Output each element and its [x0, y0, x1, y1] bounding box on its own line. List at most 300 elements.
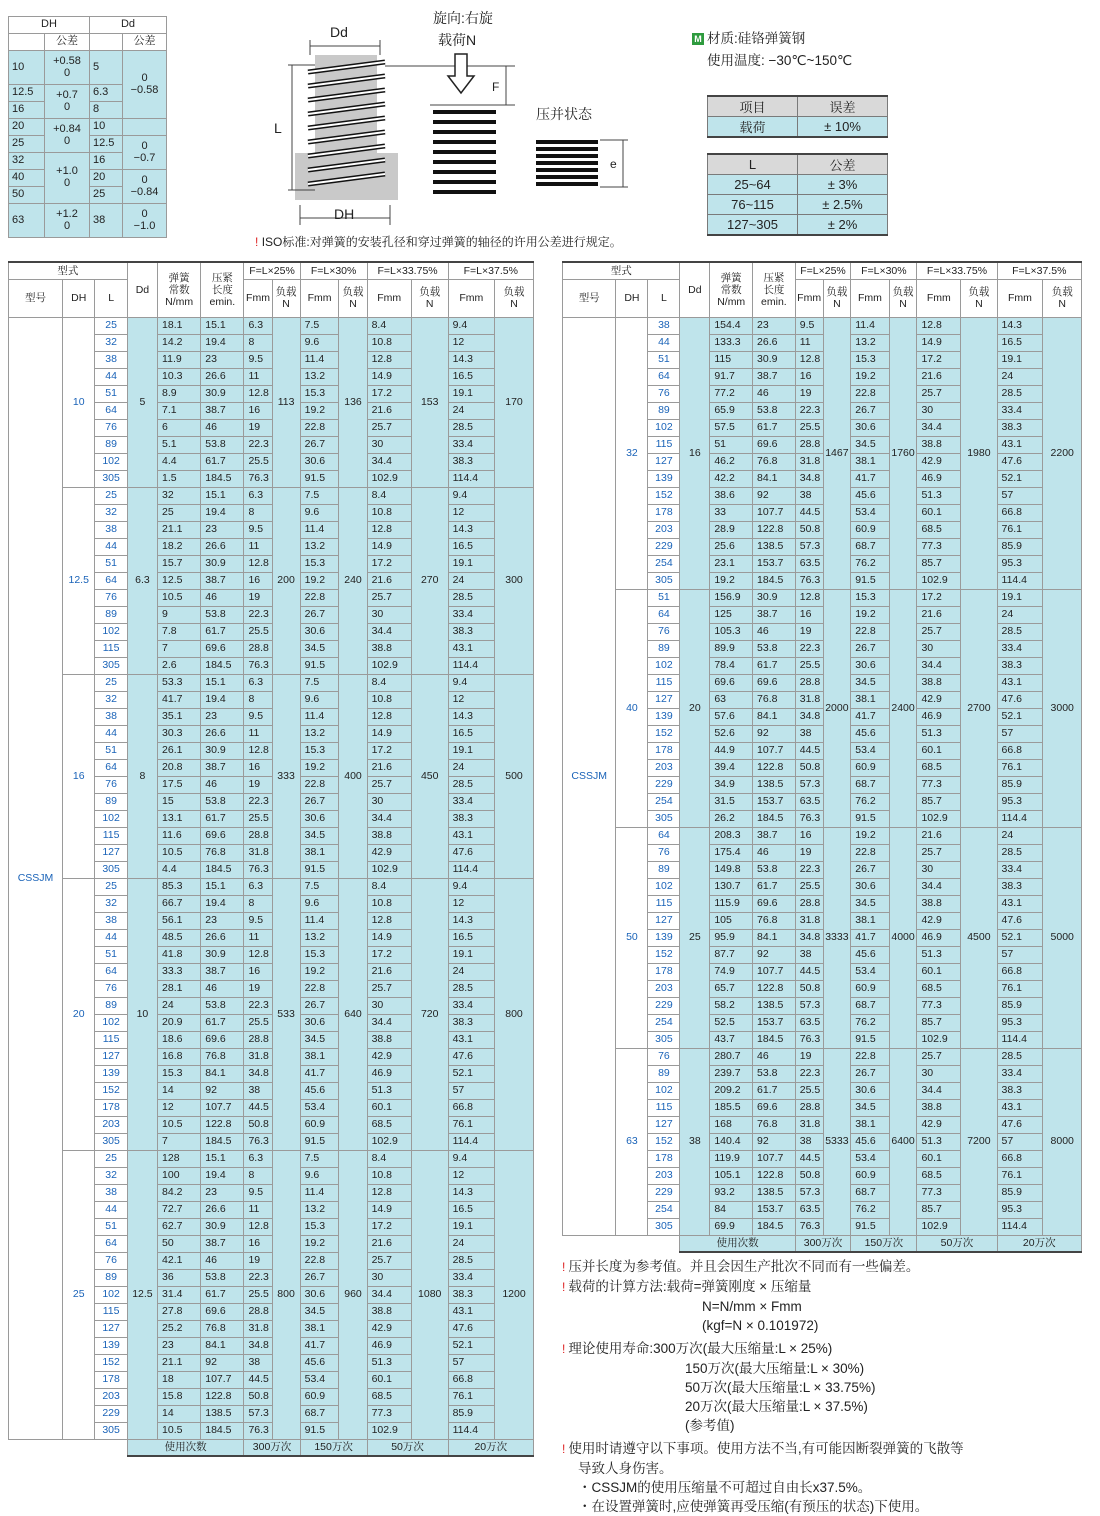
- header-f25: F=L×25%: [244, 262, 300, 279]
- l-cell: 127: [95, 1320, 127, 1337]
- l-cell: 76: [95, 1252, 127, 1269]
- l-cell: 76: [648, 385, 680, 402]
- table-row: 76 77.2 46 19 22.8 25.7 28.5: [563, 385, 1082, 402]
- table-row: 203 39.4 122.8 50.8 60.9 68.5 76.1: [563, 759, 1082, 776]
- l-cell: 44: [95, 1201, 127, 1218]
- dh-cell: 16: [63, 674, 95, 878]
- table-row: 44 18.2 26.6 11 13.2 14.9 16.5: [9, 538, 534, 555]
- l-cell: 229: [648, 776, 680, 793]
- table-row: 76 17.5 46 19 22.8 25.7 28.5: [9, 776, 534, 793]
- dh-cell: 63: [616, 1048, 648, 1235]
- tol-header-tol2: 公差: [123, 34, 167, 51]
- l-cell: 44: [95, 368, 127, 385]
- table-row: 178 33 107.7 44.5 53.4 60.1 66.8: [563, 504, 1082, 521]
- length-tolerance-table: L 公差 25~64 ± 3% 76~115 ± 2.5% 127~305 ± 2%: [707, 153, 888, 236]
- l-cell: 76: [648, 623, 680, 640]
- l-cell: 305: [648, 810, 680, 827]
- footer-uses: 使用次数: [127, 1439, 244, 1456]
- l-cell: 152: [648, 946, 680, 963]
- header-l: L: [95, 279, 127, 317]
- l-cell: 38: [648, 317, 680, 334]
- table-row: 203 65.7 122.8 50.8 60.9 68.5 76.1: [563, 980, 1082, 997]
- table-row: 305 69.9 184.5 76.3 91.5 102.9 114.4: [563, 1218, 1082, 1235]
- l-cell: 102: [95, 453, 127, 470]
- l-cell: 64: [95, 402, 127, 419]
- e-label: e: [610, 157, 617, 171]
- dh-cell: 32: [616, 317, 648, 589]
- solid-spring: [536, 142, 598, 184]
- table-row: 203 28.9 122.8 50.8 60.9 68.5 76.1: [563, 521, 1082, 538]
- table-row: 115 185.5 69.6 28.8 34.5 38.8 43.1: [563, 1099, 1082, 1116]
- l-cell: 229: [648, 1184, 680, 1201]
- header-f375: F=L×37.5%: [448, 262, 533, 279]
- l-cell: 38: [95, 912, 127, 929]
- table-row: 102 130.7 61.7 25.5 30.6 34.4 38.3: [563, 878, 1082, 895]
- table-row: 64 7.1 38.7 16 19.2 21.6 24: [9, 402, 534, 419]
- material-icon: M: [692, 33, 704, 45]
- l-cell: 139: [95, 1337, 127, 1354]
- l-cell: 89: [95, 436, 127, 453]
- table-row: 25 25 12.5 128 15.1 6.3 800 7.5 960 8.4 1080 9.4 1200: [9, 1150, 534, 1167]
- table-row: 139 15.3 84.1 34.8 41.7 46.9 52.1: [9, 1065, 534, 1082]
- l-cell: 64: [648, 827, 680, 844]
- table-row: 152 87.7 92 38 45.6 51.3 57: [563, 946, 1082, 963]
- l-cell: 51: [95, 385, 127, 402]
- table-row: 152 21.1 92 38 45.6 51.3 57: [9, 1354, 534, 1371]
- dh-cell: 12.5: [63, 487, 95, 674]
- l-cell: 76: [95, 980, 127, 997]
- tolerance-table: DH Dd 公差 公差 10 +0.58 0 5 0 −0.58 12.5 +0.7 0 6.3 16 8 20 +0.84 0 10 25 12.5 0 −0.7 32 +1.0 0 16 40 20 0 −0.84 50 25 63 +1.2 0 38 0 −1.0: [8, 16, 167, 238]
- table-row: 305 4.4 184.5 76.3 91.5 102.9 114.4: [9, 861, 534, 878]
- l-cell: 32: [95, 691, 127, 708]
- load-arrow: [448, 54, 474, 93]
- l-cell: 64: [95, 759, 127, 776]
- l-cell: 51: [648, 589, 680, 606]
- l-cell: 102: [648, 1082, 680, 1099]
- table-row: 44 48.5 26.6 11 13.2 14.9 16.5: [9, 929, 534, 946]
- table-row: 254 84 153.7 63.5 76.2 85.7 95.3: [563, 1201, 1082, 1218]
- table-row: 102 57.5 61.7 25.5 30.6 34.4 38.3: [563, 419, 1082, 436]
- table-row: 89 9 53.8 22.3 26.7 30 33.4: [9, 606, 534, 623]
- header-l: L: [648, 279, 680, 317]
- l-cell: 229: [648, 997, 680, 1014]
- table-row: 89 65.9 53.8 22.3 26.7 30 33.4: [563, 402, 1082, 419]
- l-cell: 178: [95, 1371, 127, 1388]
- note-2: ! 载荷的计算方法:载荷=弹簧刚度 × 压缩量: [562, 1279, 812, 1294]
- table-row: 64 33.3 38.7 16 19.2 21.6 24: [9, 963, 534, 980]
- header-dh: DH: [63, 279, 95, 317]
- l-cell: 254: [648, 1014, 680, 1031]
- l-cell: 25: [95, 487, 127, 504]
- dd-label: Dd: [330, 24, 348, 40]
- table-row: 51 26.1 30.9 12.8 15.3 17.2 19.1: [9, 742, 534, 759]
- header-f3375: F=L×33.75%: [917, 262, 997, 279]
- table-row: 64 20.8 38.7 16 19.2 21.6 24: [9, 759, 534, 776]
- table-row: 102 20.9 61.7 25.5 30.6 34.4 38.3: [9, 1014, 534, 1031]
- table-row: 102 13.1 61.7 25.5 30.6 34.4 38.3: [9, 810, 534, 827]
- model-cell: CSSJM: [9, 317, 63, 1439]
- table-row: 51 8.9 30.9 12.8 15.3 17.2 19.1: [9, 385, 534, 402]
- table-row: 12.5 25 6.3 32 15.1 6.3 200 7.5 240 8.4 270 9.4 300: [9, 487, 534, 504]
- table-row: 254 23.1 153.7 63.5 76.2 85.7 95.3: [563, 555, 1082, 572]
- table-row: 152 52.6 92 38 45.6 51.3 57: [563, 725, 1082, 742]
- table-row: 102 31.4 61.7 25.5 30.6 34.4 38.3: [9, 1286, 534, 1303]
- l-cell: 89: [95, 997, 127, 1014]
- l-cell: 305: [95, 861, 127, 878]
- l-cell: 139: [648, 470, 680, 487]
- l-cell: 89: [95, 606, 127, 623]
- spec-table-left: 型式 Dd 弹簧 常数 N/mm 压紧 长度 emin. F=L×25% F=L×30% F=L×33.75% F=L×37.5% 型号 DH L Fmm 负载 N Fmm 负载 N Fmm 负载 N Fmm 负载 N CSSJM 10 25 5 18.1 15.1 6.3 113 7.5 136 8.4 153 9.4 170 32 14.2 19.4 8 9.6 10.8 12 38 11.9 23 9.5 11.4 12.8 14.3 44 10.3 26.6 11 13.2 14.9 16.5 51 8.9 30.9 12.8 15.3 17.2 19.1 64 7.1 38.7 16 19.2 21.6 24 76 6 46 19 22.8 25.7 28.5 89 5.1 53.8 22.3 26.7 30 33.4 102 4.4 61.7 25.5 30.6 34.4 38.3 305 1.5 184.5 76.3 91.5 102.9 114.4 12.5 25 6.3 32 15.1 6.3 200 7.5 240 8.4 270 9.4 300 32 25 19.4 8 9.6 10.8 12 38 21.1 23 9.5 11.4 12.8 14.3 44 18.2 26.6 11 13.2 14.9 16.5 51 15.7 30.9 12.8 15.3 17.2 19.1 64 12.5 38.7 16 19.2 21.6 24 76 10.5 46 19 22.8 25.7 28.5 89 9 53.8 22.3 26.7 30 33.4 102 7.8 61.7 25.5 30.6 34.4 38.3 115 7 69.6 28.8 34.5 38.8 43.1 305 2.6 184.5 76.3 91.5 102.9 114.4 16 25 8 53.3 15.1 6.3 333 7.5 400 8.4 450 9.4 500 32 41.7 19.4 8 9.6 10.8 12 38 35.1 23 9.5 11.4 12.8 14.3 44 30.3 26.6 11 13.2 14.9 16.5 51 26.1 30.9 12.8 15.3 17.2 19.1 64 20.8 38.7 16 19.2 21.6 24 76 17.5 46 19 22.8 25.7 28.5 89 15 53.8 22.3 26.7 30 33.4 102 13.1 61.7 25.5 30.6 34.4 38.3 115 11.6 69.6 28.8 34.5 38.8 43.1 127 10.5 76.8 31.8 38.1 42.9 47.6 305 4.4 184.5 76.3 91.5 102.9 114.4 20 25 10 85.3 15.1 6.3 533 7.5 640 8.4 720 9.4 800 32 66.7 19.4 8 9.6 10.8 12 38 56.1 23 9.5 11.4 12.8 14.3 44 48.5 26.6 11 13.2 14.9 16.5 51 41.8 30.9 12.8 15.3 17.2 19.1 64 33.3 38.7 16 19.2 21.6 24 76 28.1 46 19 22.8 25.7 28.5 89 24 53.8 22.3 26.7 30 33.4 102 20.9 61.7 25.5 30.6 34.4 38.3 115 18.6 69.6 28.8 34.5 38.8 43.1 127 16.8 76.8 31.8 38.1 42.9 47.6 139 15.3 84.1 34.8 41.7 46.9 52.1 152 14 92 38 45.6 51.3 57 178 12 107.7 44.5 53.4 60.1 66.8 203 10.5 122.8 50.8 60.9 68.5 76.1 305 7 184.5 76.3 91.5 102.9 114.4 25 25 12.5 128 15.1 6.3 800 7.5 960 8.4 1080 9.4 1200 32 100 19.4 8 9.6 10.8 12 38 84.2 23 9.5 11.4 12.8 14.3 44 72.7 26.6 11 13.2 14.9 16.5 51 62.7 30.9 12.8 15.3 17.2 19.1 64 50 38.7 16 19.2 21.6 24 76 42.1 46 19 22.8 25.7 28.5 89 36 53.8 22.3 26.7 30 33.4 102 31.4 61.7 25.5 30.6 34.4 38.3 115 27.8 69.6 28.8 34.5 38.8 43.1 127 25.2 76.8 31.8 38.1 42.9 47.6 139 23 84.1 34.8 41.7 46.9 52.1 152 21.1 92 38 45.6 51.3 57 178 18 107.7 44.5 53.4 60.1 66.8 203 15.8 122.8 50.8 60.9 68.5 76.1 229 14 138.5 57.3 68.7 77.3 85.9 305 10.5 184.5 76.3 91.5 102.9 114.4 使用次数 300万次 150万次 50万次 20万次: [8, 261, 534, 1457]
- notes-section: ! 压并长度为参考值。并且会因生产批次不同而有一些偏差。 ! 载荷的计算方法:载荷=弹簧刚度 × 压缩量 N=N/mm × Fmm (kgf=N × 0.101972) ! 理论使用寿命:300万次(最大压缩量:L × 25%) 150万次(最大压缩量:L × 30%) 50万次(最大压缩量:L × 33.75%) 20万次(最大压缩量:L × 37.5%) (参考值) ! 使用时请遵守以下事项。使用方法不当,有可能因断裂弹簧的飞散等 导致人身伤害。 ・CSSJM的使用压缩量不可超过自由长x37.5%。 ・在设置弹簧时,应使弹簧再受压缩(有预压的状态)下使用。: [562, 1259, 964, 1514]
- footer-uses: 使用次数: [680, 1235, 795, 1252]
- table-row: 32 25 19.4 8 9.6 10.8 12: [9, 504, 534, 521]
- l-cell: 51: [95, 1218, 127, 1235]
- table-row: 139 95.9 84.1 34.8 41.7 46.9 52.1: [563, 929, 1082, 946]
- note-4: ! 使用时请遵守以下事项。使用方法不当,有可能因断裂弹簧的飞散等: [562, 1441, 964, 1456]
- table-row: 64 91.7 38.7 16 19.2 21.6 24: [563, 368, 1082, 385]
- material-text: 材质:硅铬弹簧钢: [707, 31, 806, 46]
- l-cell: 127: [648, 912, 680, 929]
- solid-state-label: 压并状态: [536, 106, 592, 122]
- l-cell: 76: [95, 419, 127, 436]
- table-row: 305 7 184.5 76.3 91.5 102.9 114.4: [9, 1133, 534, 1150]
- table-row: 32 14.2 19.4 8 9.6 10.8 12: [9, 334, 534, 351]
- spring-diagram: [270, 0, 690, 250]
- l-cell: 38: [95, 521, 127, 538]
- dd-cell: 5: [127, 317, 157, 487]
- table-row: 127 46.2 76.8 31.8 38.1 42.9 47.6: [563, 453, 1082, 470]
- l-cell: 115: [648, 1099, 680, 1116]
- table-row: 89 36 53.8 22.3 26.7 30 33.4: [9, 1269, 534, 1286]
- table-row: 115 7 69.6 28.8 34.5 38.8 43.1: [9, 640, 534, 657]
- table-row: 76 28.1 46 19 22.8 25.7 28.5: [9, 980, 534, 997]
- table-row: 89 149.8 53.8 22.3 26.7 30 33.4: [563, 861, 1082, 878]
- table-row: 32 41.7 19.4 8 9.6 10.8 12: [9, 691, 534, 708]
- l-cell: 25: [95, 878, 127, 895]
- table-row: 254 52.5 153.7 63.5 76.2 85.7 95.3: [563, 1014, 1082, 1031]
- header-spring-constant: 弹簧 常数 N/mm: [710, 262, 753, 317]
- l-cell: 32: [95, 334, 127, 351]
- table-row: 76 6 46 19 22.8 25.7 28.5: [9, 419, 534, 436]
- f-label: F: [492, 80, 500, 94]
- l-cell: 178: [648, 742, 680, 759]
- l-cell: 89: [648, 640, 680, 657]
- table-row: CSSJM 32 38 16 154.4 23 9.5 1467 11.4 1760 12.8 1980 14.3 2200: [563, 317, 1082, 334]
- dd-cell: 12.5: [127, 1150, 157, 1439]
- l-cell: 203: [95, 1116, 127, 1133]
- l-cell: 305: [95, 470, 127, 487]
- table-row: 38 56.1 23 9.5 11.4 12.8 14.3: [9, 912, 534, 929]
- table-row: 229 34.9 138.5 57.3 68.7 77.3 85.9: [563, 776, 1082, 793]
- l-cell: 127: [648, 1116, 680, 1133]
- table-row: 51 115 30.9 12.8 15.3 17.2 19.1: [563, 351, 1082, 368]
- l-cell: 102: [648, 657, 680, 674]
- table-row: 127 10.5 76.8 31.8 38.1 42.9 47.6: [9, 844, 534, 861]
- dd-cell: 20: [680, 589, 710, 827]
- l-cell: 44: [95, 929, 127, 946]
- table-row: 38 84.2 23 9.5 11.4 12.8 14.3: [9, 1184, 534, 1201]
- table-row: 305 1.5 184.5 76.3 91.5 102.9 114.4: [9, 470, 534, 487]
- l-cell: 115: [95, 640, 127, 657]
- table-row: 139 42.2 84.1 34.8 41.7 46.9 52.1: [563, 470, 1082, 487]
- l-cell: 203: [648, 1167, 680, 1184]
- table-row: 40 51 20 156.9 30.9 12.8 2000 15.3 2400 17.2 2700 19.1 3000: [563, 589, 1082, 606]
- l-cell: 152: [648, 725, 680, 742]
- l-cell: 76: [648, 1048, 680, 1065]
- l-cell: 89: [95, 1269, 127, 1286]
- table-row: 305 10.5 184.5 76.3 91.5 102.9 114.4: [9, 1422, 534, 1439]
- l-cell: 178: [648, 963, 680, 980]
- table-row: 102 78.4 61.7 25.5 30.6 34.4 38.3: [563, 657, 1082, 674]
- table-row: 32 66.7 19.4 8 9.6 10.8 12: [9, 895, 534, 912]
- table-row: 89 89.9 53.8 22.3 26.7 30 33.4: [563, 640, 1082, 657]
- table-row: 178 44.9 107.7 44.5 53.4 60.1 66.8: [563, 742, 1082, 759]
- header-type: 型式: [9, 262, 128, 279]
- note-1: ! 压并长度为参考值。并且会因生产批次不同而有一些偏差。: [562, 1259, 920, 1274]
- table-row: 127 168 76.8 31.8 38.1 42.9 47.6: [563, 1116, 1082, 1133]
- table-row: 89 5.1 53.8 22.3 26.7 30 33.4: [9, 436, 534, 453]
- iso-note: ! ISO标准:对弹簧的安装孔径和穿过弹簧的轴径的许用公差进行规定。: [255, 235, 622, 249]
- l-cell: 305: [95, 657, 127, 674]
- table-row: 229 93.2 138.5 57.3 68.7 77.3 85.9: [563, 1184, 1082, 1201]
- table-row: 16 25 8 53.3 15.1 6.3 333 7.5 400 8.4 450 9.4 500: [9, 674, 534, 691]
- table-row: 51 15.7 30.9 12.8 15.3 17.2 19.1: [9, 555, 534, 572]
- table-row: 127 25.2 76.8 31.8 38.1 42.9 47.6: [9, 1320, 534, 1337]
- table-row: 38 21.1 23 9.5 11.4 12.8 14.3: [9, 521, 534, 538]
- header-spring-constant: 弹簧 常数 N/mm: [158, 262, 201, 317]
- table-row: 102 209.2 61.7 25.5 30.6 34.4 38.3: [563, 1082, 1082, 1099]
- dh-label: DH: [334, 206, 355, 222]
- table-row: 50 64 25 208.3 38.7 16 3333 19.2 4000 21.6 4500 24 5000: [563, 827, 1082, 844]
- l-label: L: [274, 120, 282, 136]
- dh-cell: 10: [63, 317, 95, 487]
- table-row: 115 18.6 69.6 28.8 34.5 38.8 43.1: [9, 1031, 534, 1048]
- l-cell: 254: [648, 1201, 680, 1218]
- table-row: 32 100 19.4 8 9.6 10.8 12: [9, 1167, 534, 1184]
- l-cell: 152: [648, 487, 680, 504]
- header-model: 型号: [9, 279, 63, 317]
- table-row: 89 24 53.8 22.3 26.7 30 33.4: [9, 997, 534, 1014]
- l-cell: 254: [648, 555, 680, 572]
- table-row: 305 2.6 184.5 76.3 91.5 102.9 114.4: [9, 657, 534, 674]
- note-3: ! 理论使用寿命:300万次(最大压缩量:L × 25%): [562, 1341, 833, 1356]
- table-row: 305 19.2 184.5 76.3 91.5 102.9 114.4: [563, 572, 1082, 589]
- table-row: 203 15.8 122.8 50.8 60.9 68.5 76.1: [9, 1388, 534, 1405]
- dd-cell: 6.3: [127, 487, 157, 674]
- table-row: 20 25 10 85.3 15.1 6.3 533 7.5 640 8.4 720 9.4 800: [9, 878, 534, 895]
- l-cell: 76: [95, 776, 127, 793]
- l-cell: 152: [95, 1354, 127, 1371]
- table-row: 44 72.7 26.6 11 13.2 14.9 16.5: [9, 1201, 534, 1218]
- l-cell: 102: [95, 1014, 127, 1031]
- table-row: 305 26.2 184.5 76.3 91.5 102.9 114.4: [563, 810, 1082, 827]
- dh-cell: 40: [616, 589, 648, 827]
- table-row: 76 10.5 46 19 22.8 25.7 28.5: [9, 589, 534, 606]
- table-row: 254 31.5 153.7 63.5 76.2 85.7 95.3: [563, 793, 1082, 810]
- header-f30: F=L×30%: [300, 262, 367, 279]
- header-solid-length: 压紧 长度 emin.: [201, 262, 244, 317]
- tol-header-tol1: 公差: [45, 34, 90, 51]
- l-cell: 203: [95, 1388, 127, 1405]
- spec-table-right: 型式 Dd 弹簧 常数 N/mm 压紧 长度 emin. F=L×25% F=L×30% F=L×33.75% F=L×37.5% 型号 DH L Fmm 负载 N Fmm 负载 N Fmm 负载 N Fmm 负载 N CSSJM 32 38 16 154.4 23 9.5 1467 11.4 1760 12.8 1980 14.3 2200 44 133.3 26.6 11 13.2 14.9 16.5 51 115 30.9 12.8 15.3 17.2 19.1 64 91.7 38.7 16 19.2 21.6 24 76 77.2 46 19 22.8 25.7 28.5 89 65.9 53.8 22.3 26.7 30 33.4 102 57.5 61.7 25.5 30.6 34.4 38.3 115 51 69.6 28.8 34.5 38.8 43.1 127 46.2 76.8 31.8 38.1 42.9 47.6 139 42.2 84.1 34.8 41.7 46.9 52.1 152 38.6 92 38 45.6 51.3 57 178 33 107.7 44.5 53.4 60.1 66.8 203 28.9 122.8 50.8 60.9 68.5 76.1 229 25.6 138.5 57.3 68.7 77.3 85.9 254 23.1 153.7 63.5 76.2 85.7 95.3 305 19.2 184.5 76.3 91.5 102.9 114.4 40 51 20 156.9 30.9 12.8 2000 15.3 2400 17.2 2700 19.1 3000 64 125 38.7 16 19.2 21.6 24 76 105.3 46 19 22.8 25.7 28.5 89 89.9 53.8 22.3 26.7 30 33.4 102 78.4 61.7 25.5 30.6 34.4 38.3 115 69.6 69.6 28.8 34.5 38.8 43.1 127 63 76.8 31.8 38.1 42.9 47.6 139 57.6 84.1 34.8 41.7 46.9 52.1 152 52.6 92 38 45.6 51.3 57 178 44.9 107.7 44.5 53.4 60.1 66.8 203 39.4 122.8 50.8 60.9 68.5 76.1 229 34.9 138.5 57.3 68.7 77.3 85.9 254 31.5 153.7 63.5 76.2 85.7 95.3 305 26.2 184.5 76.3 91.5 102.9 114.4 50 64 25 208.3 38.7 16 3333 19.2 4000 21.6 4500 24 5000 76 175.4 46 19 22.8 25.7 28.5 89 149.8 53.8 22.3 26.7 30 33.4 102 130.7 61.7 25.5 30.6 34.4 38.3 115 115.9 69.6 28.8 34.5 38.8 43.1 127 105 76.8 31.8 38.1 42.9 47.6 139 95.9 84.1 34.8 41.7 46.9 52.1 152 87.7 92 38 45.6 51.3 57 178 74.9 107.7 44.5 53.4 60.1 66.8 203 65.7 122.8 50.8 60.9 68.5 76.1 229 58.2 138.5 57.3 68.7 77.3 85.9 254 52.5 153.7 63.5 76.2 85.7 95.3 305 43.7 184.5 76.3 91.5 102.9 114.4 63 76 38 280.7 46 19 5333 22.8 6400 25.7 7200 28.5 8000 89 239.7 53.8 22.3 26.7 30 33.4 102 209.2 61.7 25.5 30.6 34.4 38.3 115 185.5 69.6 28.8 34.5 38.8 43.1 127 168 76.8 31.8 38.1 42.9 47.6 152 140.4 92 38 45.6 51.3 57 178 119.9 107.7 44.5 53.4 60.1 66.8 203 105.1 122.8 50.8 60.9 68.5 76.1 229 93.2 138.5 57.3 68.7 77.3 85.9 254 84 153.7 63.5 76.2 85.7 95.3 305 69.9 184.5 76.3 91.5 102.9 114.4 使用次数 300万次 150万次 50万次 20万次: [562, 261, 1082, 1253]
- dd-cell: 25: [680, 827, 710, 1048]
- table-row: CSSJM 10 25 5 18.1 15.1 6.3 113 7.5 136 8.4 153 9.4 170: [9, 317, 534, 334]
- l-cell: 152: [648, 1133, 680, 1150]
- l-cell: 139: [648, 929, 680, 946]
- table-row: 152 14 92 38 45.6 51.3 57: [9, 1082, 534, 1099]
- l-cell: 178: [648, 1150, 680, 1167]
- l-cell: 32: [95, 1167, 127, 1184]
- table-row: 229 14 138.5 57.3 68.7 77.3 85.9: [9, 1405, 534, 1422]
- l-cell: 139: [648, 708, 680, 725]
- l-cell: 76: [95, 589, 127, 606]
- table-row: 64 50 38.7 16 19.2 21.6 24: [9, 1235, 534, 1252]
- table-row: 229 58.2 138.5 57.3 68.7 77.3 85.9: [563, 997, 1082, 1014]
- info-icon: !: [255, 235, 259, 249]
- table-row: 76 175.4 46 19 22.8 25.7 28.5: [563, 844, 1082, 861]
- l-cell: 127: [95, 844, 127, 861]
- l-cell: 102: [95, 1286, 127, 1303]
- l-cell: 115: [648, 436, 680, 453]
- table-row: 102 7.8 61.7 25.5 30.6 34.4 38.3: [9, 623, 534, 640]
- table-row: 38 11.9 23 9.5 11.4 12.8 14.3: [9, 351, 534, 368]
- dd-cell: 8: [127, 674, 157, 878]
- l-cell: 305: [95, 1133, 127, 1150]
- l-cell: 25: [95, 317, 127, 334]
- table-row: 102 4.4 61.7 25.5 30.6 34.4 38.3: [9, 453, 534, 470]
- l-cell: 178: [95, 1099, 127, 1116]
- dd-cell: 16: [680, 317, 710, 589]
- l-cell: 102: [95, 810, 127, 827]
- table-row: 44 133.3 26.6 11 13.2 14.9 16.5: [563, 334, 1082, 351]
- l-cell: 89: [95, 793, 127, 810]
- table-row: 64 125 38.7 16 19.2 21.6 24: [563, 606, 1082, 623]
- table-row: 89 15 53.8 22.3 26.7 30 33.4: [9, 793, 534, 810]
- l-cell: 115: [95, 1031, 127, 1048]
- dh-cell: 25: [63, 1150, 95, 1439]
- table-row: 178 119.9 107.7 44.5 53.4 60.1 66.8: [563, 1150, 1082, 1167]
- header-dd: Dd: [127, 262, 157, 317]
- header-dh: DH: [616, 279, 648, 317]
- l-cell: 139: [95, 1065, 127, 1082]
- table-row: 229 25.6 138.5 57.3 68.7 77.3 85.9: [563, 538, 1082, 555]
- l-cell: 44: [95, 725, 127, 742]
- l-cell: 305: [648, 1031, 680, 1048]
- table-row: 38 35.1 23 9.5 11.4 12.8 14.3: [9, 708, 534, 725]
- l-cell: 89: [648, 1065, 680, 1082]
- compressed-spring: [433, 112, 496, 192]
- load-tolerance-table: 项目 误差 载荷 ± 10%: [707, 95, 888, 138]
- header-f3375: F=L×33.75%: [367, 262, 448, 279]
- l-cell: 115: [648, 674, 680, 691]
- l-cell: 89: [648, 861, 680, 878]
- header-dd: Dd: [680, 262, 710, 317]
- table-row: 63 76 38 280.7 46 19 5333 22.8 6400 25.7 7200 28.5 8000: [563, 1048, 1082, 1065]
- table-row: 115 115.9 69.6 28.8 34.5 38.8 43.1: [563, 895, 1082, 912]
- l-cell: 178: [648, 504, 680, 521]
- l-cell: 305: [648, 1218, 680, 1235]
- table-row: 152 38.6 92 38 45.6 51.3 57: [563, 487, 1082, 504]
- table-row: 203 105.1 122.8 50.8 60.9 68.5 76.1: [563, 1167, 1082, 1184]
- l-cell: 32: [95, 895, 127, 912]
- l-cell: 102: [648, 878, 680, 895]
- l-cell: 305: [648, 572, 680, 589]
- l-cell: 51: [95, 946, 127, 963]
- dh-cell: 20: [63, 878, 95, 1150]
- l-cell: 305: [95, 1422, 127, 1439]
- tol-header-dd: Dd: [90, 17, 167, 34]
- table-row: 178 12 107.7 44.5 53.4 60.1 66.8: [9, 1099, 534, 1116]
- header-f25: F=L×25%: [795, 262, 851, 279]
- header-f375: F=L×37.5%: [997, 262, 1081, 279]
- l-cell: 254: [648, 793, 680, 810]
- l-cell: 25: [95, 1150, 127, 1167]
- l-cell: 51: [95, 555, 127, 572]
- l-cell: 89: [648, 402, 680, 419]
- table-row: 64 12.5 38.7 16 19.2 21.6 24: [9, 572, 534, 589]
- table-row: 139 23 84.1 34.8 41.7 46.9 52.1: [9, 1337, 534, 1354]
- rotation-label: 旋向:右旋: [433, 10, 493, 26]
- dd-cell: 10: [127, 878, 157, 1150]
- l-cell: 152: [95, 1082, 127, 1099]
- l-cell: 229: [95, 1405, 127, 1422]
- load-label: 载荷N: [438, 32, 477, 48]
- housing-left: [295, 153, 319, 200]
- table-row: 139 57.6 84.1 34.8 41.7 46.9 52.1: [563, 708, 1082, 725]
- table-row: 51 62.7 30.9 12.8 15.3 17.2 19.1: [9, 1218, 534, 1235]
- l-cell: 115: [95, 827, 127, 844]
- tol-header-dh: DH: [9, 17, 90, 34]
- table-row: 44 10.3 26.6 11 13.2 14.9 16.5: [9, 368, 534, 385]
- table-row: 127 105 76.8 31.8 38.1 42.9 47.6: [563, 912, 1082, 929]
- l-cell: 64: [95, 572, 127, 589]
- l-cell: 51: [648, 351, 680, 368]
- temperature-text: 使用温度: −30℃~150℃: [707, 53, 853, 68]
- l-cell: 64: [648, 606, 680, 623]
- dh-cell: 50: [616, 827, 648, 1048]
- table-row: 115 11.6 69.6 28.8 34.5 38.8 43.1: [9, 827, 534, 844]
- table-row: 76 105.3 46 19 22.8 25.7 28.5: [563, 623, 1082, 640]
- l-cell: 229: [648, 538, 680, 555]
- l-cell: 38: [95, 708, 127, 725]
- table-row: 305 43.7 184.5 76.3 91.5 102.9 114.4: [563, 1031, 1082, 1048]
- l-cell: 64: [95, 1235, 127, 1252]
- l-cell: 127: [95, 1048, 127, 1065]
- table-row: 51 41.8 30.9 12.8 15.3 17.2 19.1: [9, 946, 534, 963]
- l-cell: 38: [95, 351, 127, 368]
- table-row: 76 42.1 46 19 22.8 25.7 28.5: [9, 1252, 534, 1269]
- l-cell: 44: [95, 538, 127, 555]
- l-cell: 44: [648, 334, 680, 351]
- table-row: 44 30.3 26.6 11 13.2 14.9 16.5: [9, 725, 534, 742]
- table-row: 115 27.8 69.6 28.8 34.5 38.8 43.1: [9, 1303, 534, 1320]
- l-cell: 38: [95, 1184, 127, 1201]
- l-cell: 203: [648, 759, 680, 776]
- l-cell: 32: [95, 504, 127, 521]
- l-cell: 51: [95, 742, 127, 759]
- table-row: 115 51 69.6 28.8 34.5 38.8 43.1: [563, 436, 1082, 453]
- table-row: 127 16.8 76.8 31.8 38.1 42.9 47.6: [9, 1048, 534, 1065]
- l-cell: 25: [95, 674, 127, 691]
- l-cell: 64: [648, 368, 680, 385]
- table-row: 127 63 76.8 31.8 38.1 42.9 47.6: [563, 691, 1082, 708]
- dd-cell: 38: [680, 1048, 710, 1235]
- l-cell: 115: [648, 895, 680, 912]
- l-cell: 203: [648, 980, 680, 997]
- header-type: 型式: [563, 262, 680, 279]
- table-row: 115 69.6 69.6 28.8 34.5 38.8 43.1: [563, 674, 1082, 691]
- l-cell: 102: [648, 419, 680, 436]
